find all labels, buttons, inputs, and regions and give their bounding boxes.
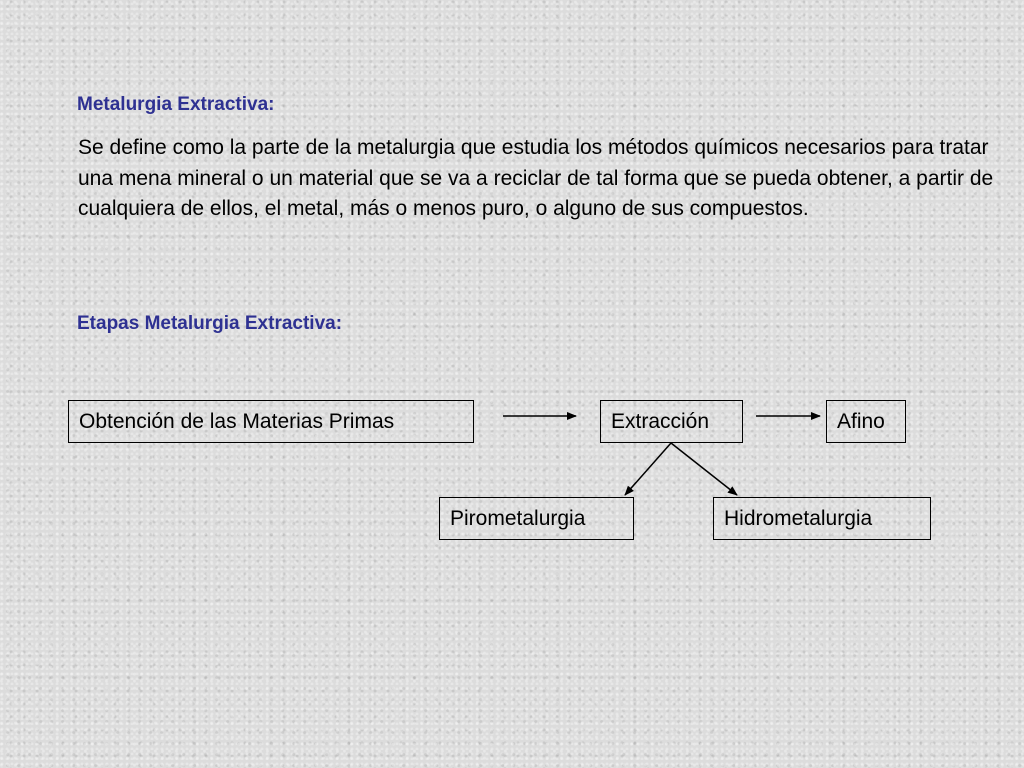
node-hidrometalurgia: Hidrometalurgia (713, 497, 931, 540)
node-extraccion: Extracción (600, 400, 743, 443)
node-materias-primas: Obtención de las Materias Primas (68, 400, 474, 443)
definition-paragraph: Se define como la parte de la metalurgia que estudia los métodos químicos necesarios para tratar una mena mineral o un material que se va a reciclar de tal forma que se pueda obtener, a partir de cualquiera de ellos, el metal, más o menos puro, o alguno de sus compuestos. (78, 136, 994, 220)
node-pirometalurgia: Pirometalurgia (439, 497, 634, 540)
arrow-extraccion-to-hidro (671, 443, 737, 495)
arrow-extraccion-to-piro (625, 443, 671, 495)
heading-etapas: Etapas Metalurgia Extractiva: (77, 313, 343, 334)
heading-metalurgia-extractiva: Metalurgia Extractiva: (77, 94, 275, 115)
node-afino: Afino (826, 400, 906, 443)
